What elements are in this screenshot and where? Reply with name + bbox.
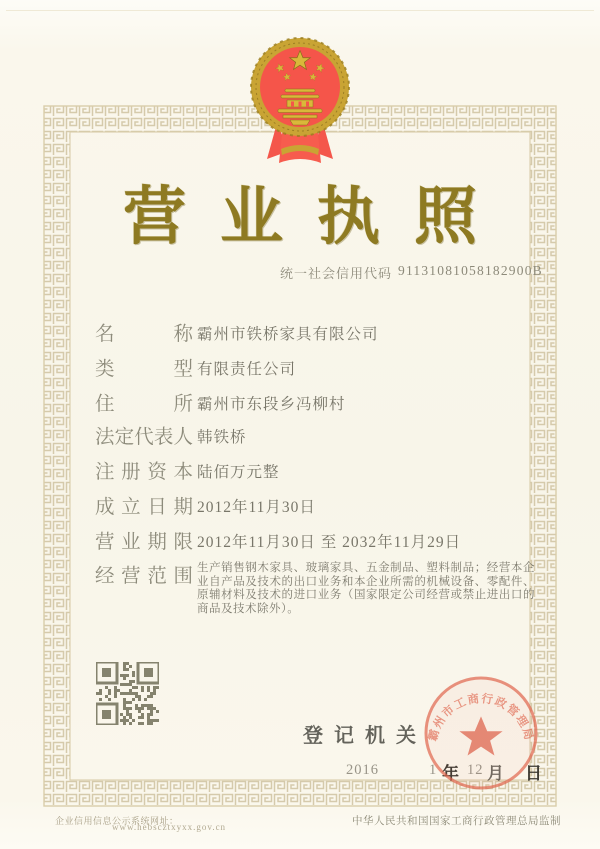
date-day-char: 日	[525, 764, 542, 783]
license-title: 营业执照	[123, 182, 511, 252]
field-label-term: 营业期限	[95, 532, 193, 553]
field-row-term	[0, 526, 600, 556]
field-value-name: 霸州市铁桥家具有限公司	[197, 326, 379, 343]
seal-ring-text: 霸州市工商行政管理局	[427, 693, 535, 743]
qr-code	[96, 662, 159, 725]
date-month-value: 1	[429, 762, 438, 778]
field-value-address: 霸州市东段乡冯柳村	[197, 396, 346, 413]
field-value-established: 2012年11月30日	[197, 499, 316, 516]
date-month-char: 月	[487, 764, 504, 783]
field-label-address: 住所	[95, 394, 193, 415]
field-label-name: 名称	[95, 324, 193, 345]
date-year-value: 2016	[346, 762, 379, 778]
credit-code-line	[0, 263, 600, 283]
field-row-type	[0, 353, 600, 383]
field-label-legal-rep: 法定代表人	[95, 427, 193, 448]
field-row-scope	[0, 560, 600, 620]
field-row-legal-rep	[0, 421, 600, 451]
field-row-address	[0, 388, 600, 418]
footer-credit-site-label: 企业信用信息公示系统网址：	[55, 816, 179, 826]
credit-code-value: 91131081058182900B	[398, 263, 543, 278]
credit-code-label: 统一社会信用代码	[280, 266, 393, 281]
field-value-legal-rep: 韩铁桥	[197, 429, 247, 446]
field-value-capital: 陆佰万元整	[197, 464, 280, 481]
date-day-value: 12	[467, 762, 484, 778]
field-label-capital: 注册资本	[95, 462, 193, 483]
field-value-term: 2012年11月30日 至 2032年11月29日	[197, 534, 462, 551]
field-row-name	[0, 318, 600, 348]
footer-issuer-text: 中华人民共和国国家工商行政管理总局监制	[352, 816, 561, 827]
official-seal	[416, 668, 546, 798]
field-value-scope: 生产销售钢木家具、玻璃家具、五金制品、塑料制品；经营本企业自产品及技术的出口业务和本企业所需的机械设备、零配件、原辅材料及技术的进口业务（国家限定公司经营或禁止进出口的商品及技术除外）。	[197, 562, 535, 615]
registration-authority-label: 登记机关	[303, 725, 427, 747]
date-year-char: 年	[442, 764, 459, 783]
footer-credit-site-url: www.hebscztxyxx.gov.cn	[112, 822, 227, 832]
field-value-type: 有限责任公司	[197, 361, 297, 378]
china-national-emblem-icon	[237, 27, 363, 169]
field-label-established: 成立日期	[95, 497, 193, 518]
field-label-type: 类型	[95, 359, 193, 380]
field-row-established	[0, 491, 600, 521]
field-label-scope: 经营范围	[95, 566, 193, 587]
field-row-capital	[0, 456, 600, 486]
